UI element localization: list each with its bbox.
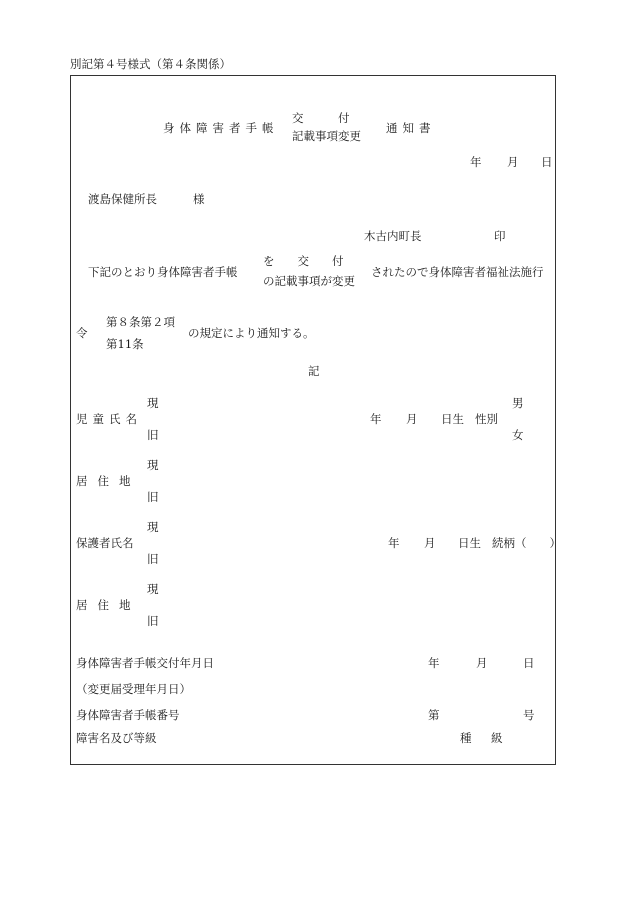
title-left: 身体障害者手帳 xyxy=(163,121,279,135)
child-male: 男 xyxy=(512,396,524,410)
body-line1-lower: の記載事項が変更 xyxy=(263,274,355,288)
sender-name: 木古内町長 xyxy=(364,229,422,243)
guardian-current: 現 xyxy=(147,520,159,534)
ki-heading: 記 xyxy=(308,364,320,378)
form-label: 別記第４号様式（第４条関係） xyxy=(70,57,231,71)
residence2-old: 旧 xyxy=(147,614,159,628)
guardian-old: 旧 xyxy=(147,552,159,566)
body-line1-left: 下記のとおり身体障害者手帳 xyxy=(88,265,238,279)
number-label: 身体障害者手帳番号 xyxy=(76,708,180,722)
child-female: 女 xyxy=(512,428,524,442)
sender-seal: 印 xyxy=(494,229,506,243)
issue-day: 日 xyxy=(523,656,535,670)
number-suffix: 号 xyxy=(523,708,535,722)
residence2-current: 現 xyxy=(147,582,159,596)
date-year: 年 xyxy=(470,155,482,169)
body-line2-right: の規定により通知する。 xyxy=(188,326,315,340)
disability-kind: 種 xyxy=(460,731,472,745)
body-line1-right: されたので身体障害者福祉法施行 xyxy=(371,265,544,279)
child-year: 年 xyxy=(370,412,382,426)
child-old: 旧 xyxy=(147,428,159,442)
title-upper: 交 付 xyxy=(292,111,350,125)
disability-grade: 級 xyxy=(491,731,503,745)
child-sex-label: 性別 xyxy=(475,412,498,426)
body-line2-left: 令 xyxy=(76,326,88,340)
issue-month: 月 xyxy=(476,656,488,670)
addressee-name: 渡島保健所長 xyxy=(88,192,157,206)
residence1-label: 居住地 xyxy=(76,474,141,488)
body-line1-upper: を 交 付 xyxy=(263,254,344,268)
title-lower: 記載事項変更 xyxy=(292,129,361,143)
child-birth-day: 日生 xyxy=(441,412,464,426)
issue-date-label: 身体障害者手帳交付年月日 xyxy=(76,656,214,670)
disability-label: 障害名及び等級 xyxy=(76,731,157,745)
residence1-old: 旧 xyxy=(147,490,159,504)
number-prefix: 第 xyxy=(428,708,440,722)
date-day: 日 xyxy=(541,155,553,169)
body-line2-upper: 第８条第２項 xyxy=(106,315,175,329)
guardian-birth-day: 日生 xyxy=(458,536,481,550)
child-month: 月 xyxy=(406,412,418,426)
residence2-label: 居住地 xyxy=(76,598,141,612)
date-month: 月 xyxy=(507,155,519,169)
body-line2-lower: 第11条 xyxy=(106,337,144,351)
child-current: 現 xyxy=(147,396,159,410)
title-right: 通知書 xyxy=(386,121,436,135)
issue-year: 年 xyxy=(428,656,440,670)
guardian-year: 年 xyxy=(388,536,400,550)
guardian-relation: 続柄（ ） xyxy=(492,536,561,550)
addressee-honorific: 様 xyxy=(193,192,205,206)
guardian-month: 月 xyxy=(424,536,436,550)
change-date-label: （変更届受理年月日） xyxy=(76,682,191,696)
child-label: 児童氏名 xyxy=(76,412,142,426)
residence1-current: 現 xyxy=(147,458,159,472)
guardian-label: 保護者氏名 xyxy=(76,536,134,550)
